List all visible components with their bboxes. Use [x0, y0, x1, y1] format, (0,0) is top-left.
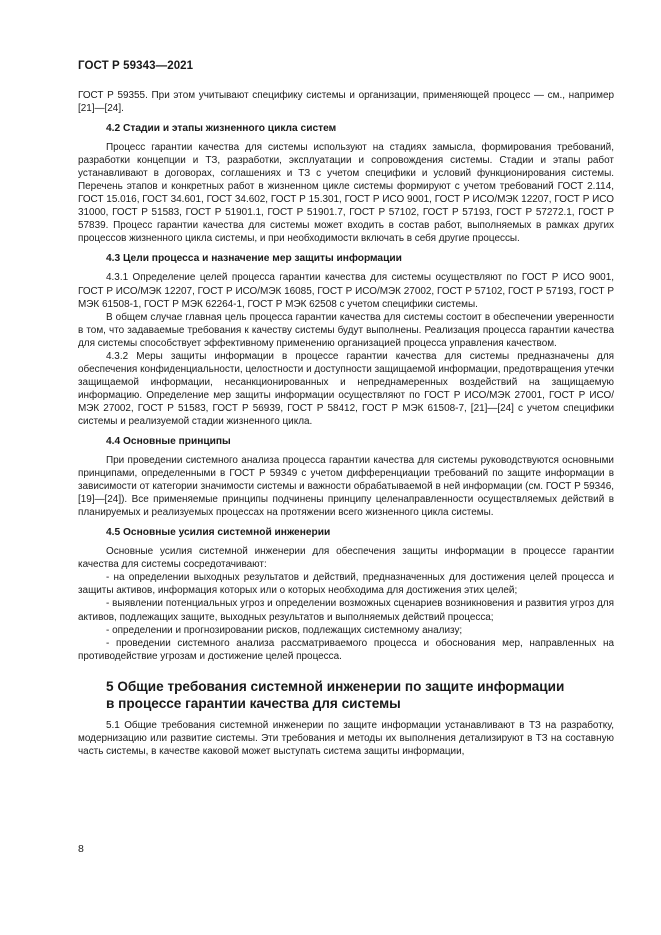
list-item: - проведении системного анализа рассматриваемого процесса и обоснования мер, направленных на противодействие угрозам и достижение целей процесса. [78, 637, 614, 662]
section-4-5-title: 4.5 Основные усилия системной инженерии [106, 527, 331, 539]
section-4-3-goal-paragraph: В общем случае главная цель процесса гарантии качества для системы состоит в обеспечении уверенности в том, что задаваемые требования к качеству системы будут выполнены. Реализация процесса гарантии качества для системы способствует эффективному применению организацией процесса управления качеством. [78, 311, 614, 349]
page-number: 8 [78, 843, 84, 855]
section-5-1-paragraph: 5.1 Общие требования системной инженерии по защите информации устанавливают в ТЗ на разработку, модернизацию или развитие системы. Эти требования и методы их выполнения детализируют в ТЗ на составную часть системы, в качестве каковой может выступать система защиты информации, [78, 719, 614, 757]
list-item: - определении и прогнозировании рисков, подлежащих системному анализу; [106, 624, 463, 636]
document-header: ГОСТ Р 59343—2021 [78, 60, 194, 72]
list-item: - выявлении потенциальных угроз и определении возможных сценариев возникновения и развития угроз для активов, подлежащих защите, выходных результатов и выполняемых действий процесса; [78, 598, 614, 623]
section-4-5-paragraph: Основные усилия системной инженерии для обеспечения защиты информации в процессе гарантии качества для системы сосредотачивают: [78, 546, 614, 571]
intro-paragraph: ГОСТ Р 59355. При этом учитывают специфику системы и организации, применяющей процесс — см., например [21]—[24]. [78, 90, 614, 115]
section-5-title-line2: в процессе гарантии качества для системы [106, 695, 401, 711]
section-4-4-title: 4.4 Основные принципы [106, 436, 231, 448]
section-4-2-paragraph: Процесс гарантии качества для системы используют на стадиях замысла, формирования требований, разработки концепции и ТЗ, разработки, эксплуатации и сопровождения системы. Стадии и этапы работ устанавливают в договорах, соглашениях и ТЗ с учетом специфики и условий функционирования системы. Перечень этапов и конкретных работ в жизненном цикле системы формируют с учетом требований ГОСТ 2.114, ГОСТ 15.016, ГОСТ 34.601, ГОСТ 34.602, ГОСТ Р 15.301, ГОСТ Р ИСО 9001, ГОСТ Р ИСО/МЭК 12207, ГОСТ Р ИСО 31000, ГОСТ Р 51583, ГОСТ Р 51901.1, ГОСТ Р 51901.7, ГОСТ Р 57102, ГОСТ Р 57193, ГОСТ Р 57272.1, ГОСТ Р 57839. Процесс гарантии качества для системы может входить в состав работ, выполняемых в рамках других процессов жизненного цикла системы, и при необходимости включать в себя другие процессы. [78, 142, 614, 245]
page-content [78, 89, 614, 758]
section-4-5-list [78, 571, 614, 662]
section-5-title-line1: 5 Общие требования системной инженерии по защите информации [106, 678, 565, 694]
section-4-3-2-paragraph: 4.3.2 Меры защиты информации в процессе гарантии качества для системы предназначены для обеспечения конфиденциальности, целостности и доступности защищаемой информации, предотвращения утечки защищаемой информации, несанкционированных и непреднамеренных воздействий на защищаемую информацию. Определение мер защиты информации осуществляют по ГОСТ Р ИСО/МЭК 27001, ГОСТ Р ИСО/МЭК 27002, ГОСТ Р 51583, ГОСТ Р 56939, ГОСТ Р 58412, ГОСТ Р МЭК 61508-7, [21]—[24] с учетом специфики системы и реализуемой стадии жизненного цикла. [78, 350, 614, 427]
section-4-2-title: 4.2 Стадии и этапы жизненного цикла систем [106, 123, 337, 135]
section-4-4-paragraph: При проведении системного анализа процесса гарантии качества для системы руководствуются основными принципами, определенными в ГОСТ Р 59349 с учетом дифференциации требований по защите информации в зависимости от категории значимости системы и важности обрабатываемой в ней информации (см. ГОСТ Р 59346, [19]—[24]). Все применяемые принципы подчинены принципу целенаправленности осуществляемых действий в планируемых и реализуемых процессах на протяжении всего жизненного цикла системы. [78, 455, 614, 519]
list-item: - на определении выходных результатов и действий, предназначенных для достижения целей процесса и защиты активов, информация которых или о которых необходима для достижения этих целей; [78, 572, 614, 597]
section-5-title [106, 678, 614, 712]
section-4-3-1-paragraph: 4.3.1 Определение целей процесса гарантии качества для системы осуществляют по ГОСТ Р ИСО 9001, ГОСТ Р ИСО/МЭК 12207, ГОСТ Р ИСО/МЭК 16085, ГОСТ Р ИСО/МЭК 27002, ГОСТ Р 57102, ГОСТ Р 57193, ГОСТ Р МЭК 61508-1, ГОСТ Р МЭК 62264-1, ГОСТ Р МЭК 62508 с учетом специфики системы. [78, 272, 614, 310]
section-4-3-title: 4.3 Цели процесса и назначение мер защиты информации [106, 253, 402, 265]
